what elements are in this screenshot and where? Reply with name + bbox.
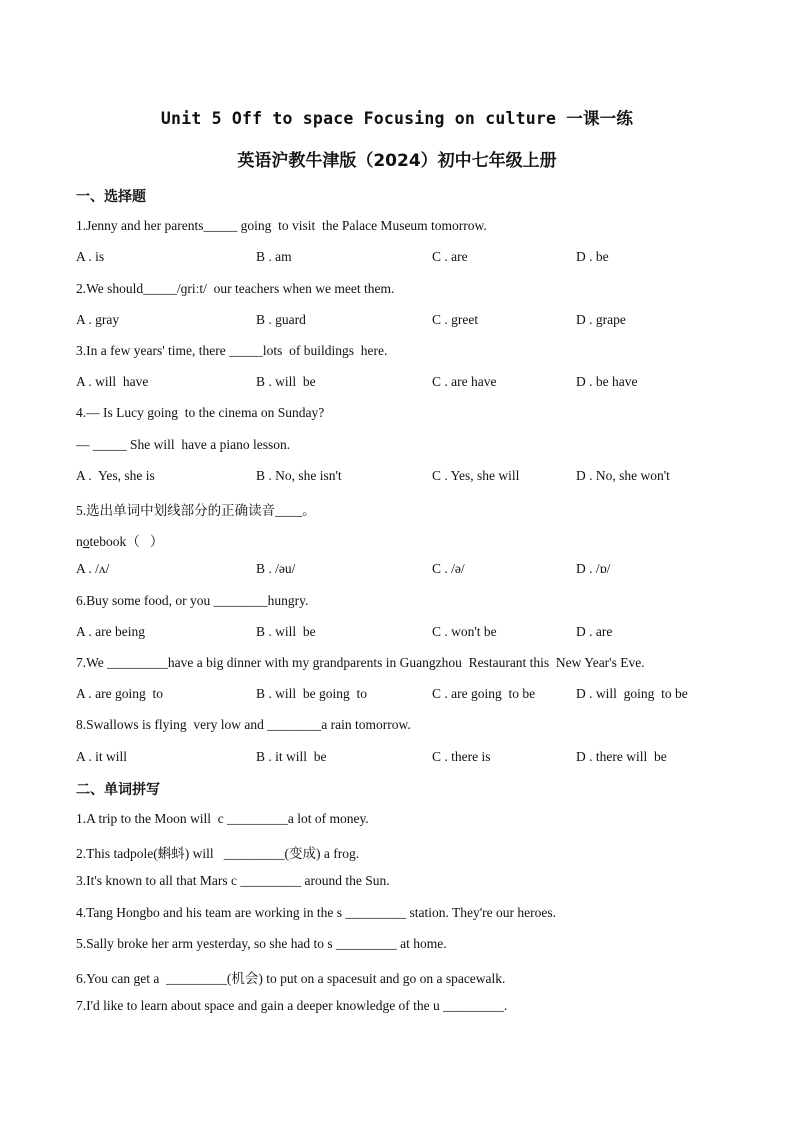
q8-option-b: B . it will be [256, 749, 327, 764]
q7-option-c: C . are going to be [432, 686, 536, 701]
q2-option-b: B . guard [256, 312, 306, 327]
spelling-item-1: 1.A trip to the Moon will c _________a lot of money. [76, 811, 369, 826]
q3-option-d: D . be have [576, 374, 638, 389]
q5-option-c: C . /ə/ [432, 561, 465, 576]
q3-option-c: C . are have [432, 374, 497, 389]
question-6-stem: 6.Buy some food, or you ________hungry. [76, 593, 309, 608]
q4-option-c: C . Yes, she will [432, 468, 520, 483]
title-line-1: Unit 5 Off to space Focusing on culture 一课一练 [160, 109, 634, 128]
spelling-item-2: 2.This tadpole(蝌蚪) will _________(变成) a frog. [76, 846, 360, 861]
q4-option-a: A . Yes, she is [76, 468, 155, 483]
q1-option-d: D . be [576, 249, 609, 264]
q6-option-b: B . will be [256, 624, 316, 639]
q8-option-c: C . there is [432, 749, 491, 764]
q1-option-c: C . are [432, 249, 468, 264]
spelling-item-7: 7.I'd like to learn about space and gain a deeper knowledge of the u _________. [76, 998, 508, 1013]
q8-option-a: A . it will [76, 749, 128, 764]
question-7-stem: 7.We _________have a big dinner with my grandparents in Guangzhou Restaurant this New Year's Eve. [76, 655, 645, 670]
title-line-2: 英语沪教牛津版（2024）初中七年级上册 [237, 151, 557, 171]
spelling-item-4: 4.Tang Hongbo and his team are working in the s _________ station. They're our heroes. [76, 905, 557, 920]
q7-option-b: B . will be going to [256, 686, 367, 701]
q1-option-b: B . am [256, 249, 292, 264]
q3-option-b: B . will be [256, 374, 316, 389]
question-3-stem: 3.In a few years' time, there _____lots of buildings here. [76, 343, 388, 358]
q7-option-a: A . are going to [76, 686, 163, 701]
spelling-item-5: 5.Sally broke her arm yesterday, so she had to s _________ at home. [76, 936, 447, 951]
q6-option-d: D . are [576, 624, 613, 639]
spelling-item-6: 6.You can get a _________(机会) to put on a spacesuit and go on a spacewalk. [76, 971, 506, 986]
question-5-word [76, 530, 163, 550]
q3-option-a: A . will have [76, 374, 149, 389]
question-2-stem: 2.We should_____/ɡriːt/ our teachers when we meet them. [76, 281, 395, 296]
q6-option-a: A . are being [76, 624, 145, 639]
q6-option-c: C . won't be [432, 624, 497, 639]
q7-option-d: D . will going to be [576, 686, 688, 701]
q2-option-c: C . greet [432, 312, 479, 327]
q2-option-d: D . grape [576, 312, 626, 327]
word-part: tebook（ ） [89, 534, 164, 549]
q8-option-d: D . there will be [576, 749, 667, 764]
question-4-stem: 4.— Is Lucy going to the cinema on Sunday? [76, 405, 325, 420]
q4-option-b: B . No, she isn't [256, 468, 342, 483]
word-part: n [76, 534, 83, 549]
q5-option-b: B . /əu/ [256, 561, 296, 576]
question-1-stem: 1.Jenny and her parents_____ going to visit the Palace Museum tomorrow. [76, 218, 487, 233]
question-4-stem-2: — _____ She will have a piano lesson. [76, 437, 291, 452]
question-8-stem: 8.Swallows is flying very low and ________a rain tomorrow. [76, 717, 411, 732]
underlined-letter: o [82, 534, 90, 549]
q2-option-a: A . gray [76, 312, 120, 327]
q5-option-d: D . /ɒ/ [576, 561, 611, 576]
section-1-heading: 一、选择题 [76, 189, 146, 205]
question-5-stem: 5.选出单词中划线部分的正确读音____。 [76, 503, 316, 518]
q4-option-d: D . No, she won't [576, 468, 670, 483]
section-2-heading: 二、单词拼写 [76, 782, 160, 798]
q5-option-a: A . /ʌ/ [76, 561, 110, 576]
spelling-item-3: 3.It's known to all that Mars c _________ around the Sun. [76, 873, 390, 888]
q1-option-a: A . is [76, 249, 105, 264]
